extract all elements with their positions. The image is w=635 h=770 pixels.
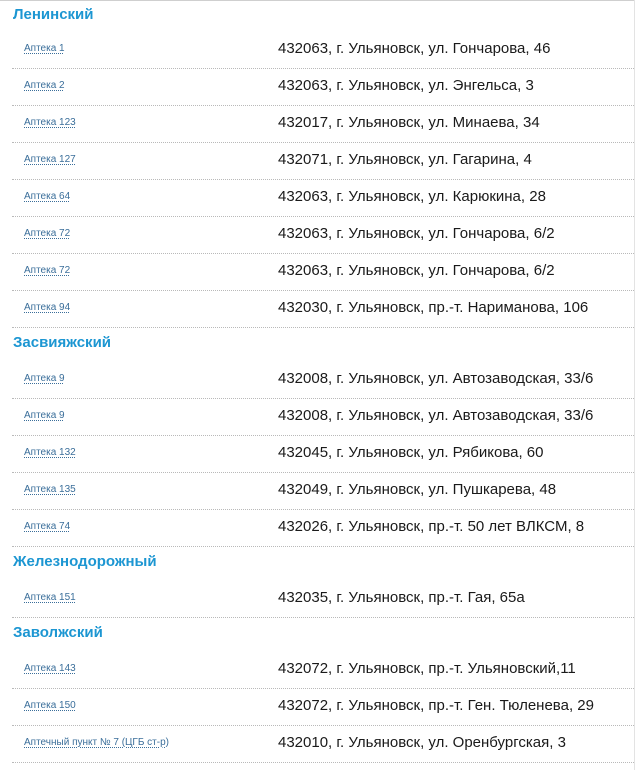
district-section bbox=[0, 328, 635, 547]
pharmacy-link[interactable]: Аптека 64 bbox=[24, 191, 71, 202]
pharmacy-address: 432063, г. Ульяновск, ул. Гончарова, 6/2 bbox=[278, 262, 555, 279]
pharmacy-link[interactable]: Аптека 72 bbox=[24, 265, 71, 276]
pharmacy-row bbox=[12, 652, 634, 689]
pharmacy-link[interactable]: Аптека 94 bbox=[24, 302, 71, 313]
pharmacy-link[interactable]: Аптека 150 bbox=[24, 700, 76, 711]
pharmacy-link[interactable]: Аптека 2 bbox=[24, 80, 65, 91]
pharmacy-address: 432045, г. Ульяновск, ул. Рябикова, 60 bbox=[278, 444, 544, 461]
pharmacy-link[interactable]: Аптека 72 bbox=[24, 228, 71, 239]
pharmacy-row bbox=[12, 291, 634, 328]
pharmacy-row bbox=[12, 581, 634, 618]
pharmacy-row bbox=[12, 217, 634, 254]
pharmacy-link[interactable]: Аптека 135 bbox=[24, 484, 76, 495]
pharmacy-row bbox=[12, 436, 634, 473]
pharmacy-address: 432072, г. Ульяновск, пр.-т. Ген. Тюленева, 29 bbox=[278, 697, 594, 714]
pharmacy-address: 432030, г. Ульяновск, пр.-т. Нариманова, 106 bbox=[278, 299, 589, 316]
pharmacy-address: 432063, г. Ульяновск, ул. Гончарова, 6/2 bbox=[278, 225, 555, 242]
pharmacy-row bbox=[12, 510, 634, 547]
pharmacy-link[interactable]: Аптечный пункт № 7 (ЦГБ ст-р) bbox=[24, 737, 169, 748]
district-title: Засвияжский bbox=[13, 334, 112, 351]
pharmacy-link[interactable]: Аптека 151 bbox=[24, 592, 76, 603]
pharmacy-row bbox=[12, 254, 634, 291]
pharmacy-address: 432063, г. Ульяновск, ул. Карюкина, 28 bbox=[278, 188, 546, 205]
pharmacy-link[interactable]: Аптека 143 bbox=[24, 663, 76, 674]
pharmacy-address: 432063, г. Ульяновск, ул. Энгельса, 3 bbox=[278, 77, 534, 94]
pharmacy-address: 432026, г. Ульяновск, пр.-т. 50 лет ВЛКСМ, 8 bbox=[278, 518, 585, 535]
pharmacy-row bbox=[12, 473, 634, 510]
pharmacy-address: 432017, г. Ульяновск, ул. Минаева, 34 bbox=[278, 114, 540, 131]
pharmacy-address: 432008, г. Ульяновск, ул. Автозаводская, 33/6 bbox=[278, 407, 594, 424]
pharmacy-row bbox=[12, 689, 634, 726]
district-title: Заволжский bbox=[13, 624, 103, 641]
pharmacy-link[interactable]: Аптека 127 bbox=[24, 154, 76, 165]
pharmacy-address: 432049, г. Ульяновск, ул. Пушкарева, 48 bbox=[278, 481, 557, 498]
pharmacy-row bbox=[12, 180, 634, 217]
pharmacy-link[interactable]: Аптека 123 bbox=[24, 117, 76, 128]
district-section bbox=[0, 547, 635, 618]
pharmacy-row bbox=[12, 69, 634, 106]
pharmacy-row bbox=[12, 362, 634, 399]
district-title: Железнодорожный bbox=[13, 553, 157, 570]
pharmacy-address: 432072, г. Ульяновск, пр.-т. Ульяновский,11 bbox=[278, 660, 576, 677]
pharmacy-link[interactable]: Аптека 74 bbox=[24, 521, 71, 532]
pharmacy-link[interactable]: Аптека 1 bbox=[24, 43, 65, 54]
pharmacy-address: 432071, г. Ульяновск, ул. Гагарина, 4 bbox=[278, 151, 532, 168]
pharmacy-row bbox=[12, 106, 634, 143]
pharmacy-link[interactable]: Аптека 9 bbox=[24, 373, 65, 384]
district-section bbox=[0, 618, 635, 763]
pharmacy-address: 432010, г. Ульяновск, ул. Оренбургская, 3 bbox=[278, 734, 566, 751]
pharmacy-address: 432035, г. Ульяновск, пр.-т. Гая, 65а bbox=[278, 589, 525, 606]
district-title: Ленинский bbox=[13, 6, 94, 23]
district-section bbox=[0, 0, 635, 328]
pharmacy-row bbox=[12, 32, 634, 69]
pharmacy-address: 432008, г. Ульяновск, ул. Автозаводская, 33/6 bbox=[278, 370, 594, 387]
pharmacy-row bbox=[12, 143, 634, 180]
pharmacy-link[interactable]: Аптека 132 bbox=[24, 447, 76, 458]
pharmacy-row bbox=[12, 726, 634, 763]
pharmacy-row bbox=[12, 399, 634, 436]
pharmacy-link[interactable]: Аптека 9 bbox=[24, 410, 65, 421]
pharmacy-address: 432063, г. Ульяновск, ул. Гончарова, 46 bbox=[278, 40, 551, 57]
